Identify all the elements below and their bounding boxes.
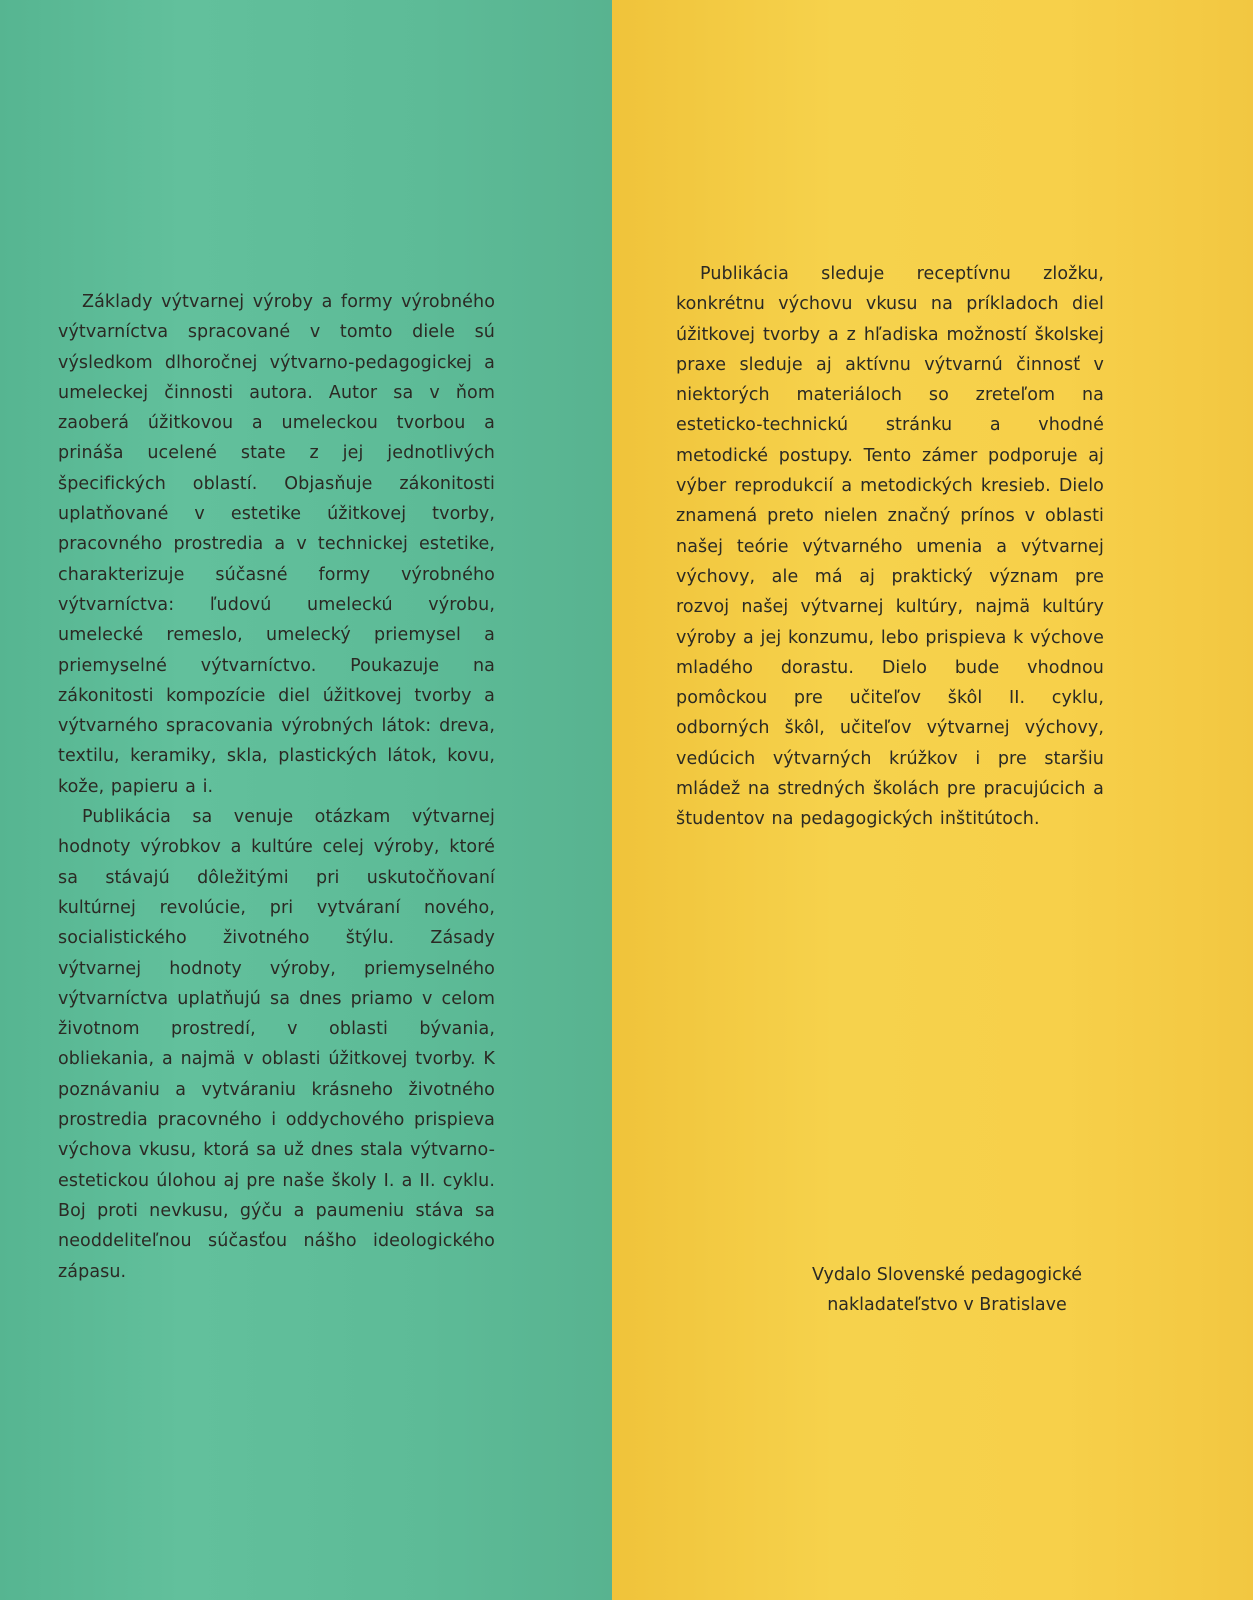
publisher-line-1: Vydalo Slovenské pedagogické xyxy=(811,1265,1083,1285)
right-panel xyxy=(612,0,1253,1600)
left-paragraph-2: Publikácia sa venuje otázkam výtvarnej hodnoty výrobkov a kultúre celej výroby, ktoré sa stávajú dôležitými pri uskutočňovaní kultúrnej revolúcie, pri vytváraní nového, socialistického životného štýlu. Zásady výtvarnej hodnoty výroby, priemyselného výtvarníctva uplatňujú sa dnes priamo v celom životnom prostredí, v oblasti bývania, obliekania, a najmä v oblasti úžitkovej tvorby. K poznávaniu a vytváraniu krásneho životného prostredia pracovného i oddychového prispieva výchova vkusu, ktorá sa už dnes stala výtvarno-estetickou úlohou aj pre naše školy I. a II. cyklu. Boj proti nevkusu, gýču a paumeniu stáva sa neoddeliteľnou súčasťou nášho ideologického zápasu. xyxy=(58,807,495,1282)
right-text-block xyxy=(676,259,1104,835)
left-panel xyxy=(0,0,612,1600)
publisher-imprint xyxy=(722,1260,1172,1320)
left-text-block xyxy=(58,287,495,1287)
right-paragraph-1: Publikácia sleduje receptívnu zložku, konkrétnu výchovu vkusu na príkladoch diel úžitkovej tvorby a z hľadiska možností školskej praxe sleduje aj aktívnu výtvarnú činnosť v niektorých materiáloch so zreteľom na esteticko-technickú stránku a vhodné metodické postupy. Tento zámer podporuje aj výber reprodukcií a metodických kresieb. Dielo znamená preto nielen značný prínos v oblasti našej teórie výtvarného umenia a výtvarnej výchovy, ale má aj praktický význam pre rozvoj našej výtvarnej kultúry, najmä kultúry výroby a jej konzumu, lebo prispieva k výchove mladého dorastu. Dielo bude vhodnou pomôckou pre učiteľov škôl II. cyklu, odborných škôl, učiteľov výtvarnej výchovy, vedúcich výtvarných krúžkov i pre staršiu mládež na stredných školách pre pracujúcich a študentov na pedagogických inštitútoch. xyxy=(676,264,1104,830)
left-paragraph-1: Základy výtvarnej výroby a formy výrobného výtvarníctva spracované v tomto diele sú výsledkom dlhoročnej výtvarno-pedagogickej a umeleckej činnosti autora. Autor sa v ňom zaoberá úžitkovou a umeleckou tvorbou a prináša ucelené state z jej jednotlivých špecifických oblastí. Objasňuje zákonitosti uplatňované v estetike úžitkovej tvorby, pracovného prostredia a v technickej estetike, charakterizuje súčasné formy výrobného výtvarníctva: ľudovú umeleckú výrobu, umelecké remeslo, umelecký priemysel a priemyselné výtvarníctvo. Poukazuje na zákonitosti kompozície diel úžitkovej tvorby a výtvarného spracovania výrobných látok: dreva, textilu, keramiky, skla, plastických látok, kovu, kože, papieru a i. xyxy=(58,292,495,797)
publisher-line-2: nakladateľstvo v Bratislave xyxy=(827,1295,1067,1315)
